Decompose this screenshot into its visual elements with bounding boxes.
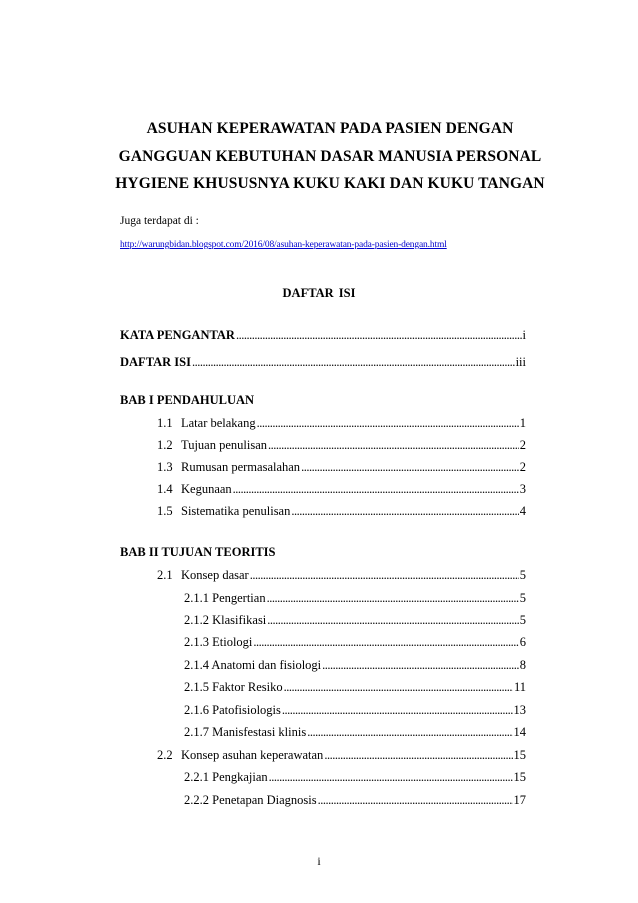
toc-entry-label [157, 746, 323, 764]
toc-entry-page: 14 [513, 725, 526, 739]
page-number: i [317, 854, 321, 868]
toc-leader-dots [233, 480, 519, 498]
toc-entry-page: 11 [513, 680, 526, 694]
document-title-line-3: HYGIENE KHUSUSNYA KUKU KAKI DAN KUKU TANGAN [115, 175, 545, 192]
toc-entry-number: 2.2 [157, 748, 173, 762]
toc-entry-page: 2 [519, 438, 526, 452]
toc-entry-label [157, 480, 232, 498]
toc-entry-page: 15 [513, 770, 526, 784]
toc-entry-label: KATA PENGANTAR [120, 328, 235, 342]
toc-entry-label: 2.2.2 Penetapan Diagnosis [184, 793, 317, 807]
source-link[interactable]: http://warungbidan.blogspot.com/2016/08/asuhan-keperawatan-pada-pasien-dengan.html [120, 240, 447, 250]
toc-leader-dots [257, 414, 519, 432]
toc-entry-2-2-1[interactable] [184, 768, 526, 786]
toc-entry-number: 1.1 [157, 416, 173, 430]
toc-entry-page: 2 [519, 460, 526, 474]
toc-entry-page: 1 [519, 416, 526, 430]
toc-leader-dots [324, 746, 512, 764]
toc-leader-dots [268, 436, 519, 454]
chapter-heading-bab-2: BAB II TUJUAN TEORITIS [120, 545, 276, 559]
toc-leader-dots [282, 701, 513, 719]
toc-entry-label: 2.1.1 Pengertian [184, 591, 266, 605]
toc-entry-page: 5 [519, 568, 526, 582]
toc-leader-dots [307, 723, 512, 741]
toc-entry-1-5[interactable] [157, 502, 526, 520]
toc-entry-text: Sistematika penulisan [181, 504, 291, 518]
toc-leader-dots [267, 589, 519, 607]
toc-entry-number: 1.3 [157, 460, 173, 474]
toc-leader-dots [250, 566, 519, 584]
toc-entry-page: iii [515, 355, 526, 369]
toc-leader-dots [318, 791, 513, 809]
document-title-line-2: GANGGUAN KEBUTUHAN DASAR MANUSIA PERSONAL [118, 148, 542, 165]
toc-entry-text: Konsep dasar [181, 568, 249, 582]
toc-entry-label: DAFTAR ISI [120, 355, 191, 369]
toc-entry-text: Konsep asuhan keperawatan [181, 748, 324, 762]
toc-leader-dots [284, 678, 513, 696]
toc-entry-label: 2.1.6 Patofisiologis [184, 703, 281, 717]
toc-leader-dots [267, 611, 518, 629]
toc-leader-dots [322, 656, 519, 674]
toc-entry-page: i [522, 328, 526, 342]
toc-entry-number: 1.5 [157, 504, 173, 518]
toc-entry-2-1-7[interactable] [184, 723, 526, 741]
toc-entry-1-1[interactable] [157, 414, 526, 432]
toc-entry-2-1[interactable] [157, 566, 526, 584]
toc-heading: DAFTAR ISI [282, 286, 356, 300]
toc-entry-page: 8 [519, 658, 526, 672]
toc-entry-page: 6 [519, 635, 526, 649]
toc-entry-page: 13 [513, 703, 526, 717]
toc-entry-label: 2.2.1 Pengkajian [184, 770, 268, 784]
toc-entry-label [157, 502, 290, 520]
toc-entry-label [157, 458, 300, 476]
toc-entry-2-1-5[interactable] [184, 678, 526, 696]
toc-leader-dots [301, 458, 519, 476]
toc-entry-page: 5 [519, 613, 526, 627]
chapter-heading-bab-1: BAB I PENDAHULUAN [120, 393, 255, 407]
toc-leader-dots [192, 353, 515, 371]
toc-entry-number: 2.1 [157, 568, 173, 582]
toc-entry-number: 1.2 [157, 438, 173, 452]
toc-leader-dots [236, 326, 522, 344]
toc-entry-2-2[interactable] [157, 746, 526, 764]
toc-entry-label: 2.1.4 Anatomi dan fisiologi [184, 658, 322, 672]
toc-entry-label [157, 414, 256, 432]
toc-entry-text: Tujuan penulisan [181, 438, 267, 452]
toc-entry-label: 2.1.3 Etiologi [184, 635, 253, 649]
toc-entry-text: Latar belakang [181, 416, 256, 430]
toc-entry-page: 5 [519, 591, 526, 605]
toc-entry-1-4[interactable] [157, 480, 526, 498]
toc-entry-2-1-6[interactable] [184, 701, 526, 719]
toc-entry-label [157, 436, 267, 454]
toc-entry-page: 17 [513, 793, 526, 807]
toc-leader-dots [253, 633, 518, 651]
toc-entry-2-2-2[interactable] [184, 791, 526, 809]
source-label: Juga terdapat di : [120, 215, 199, 227]
toc-leader-dots [291, 502, 518, 520]
toc-entry-2-1-2[interactable] [184, 611, 526, 629]
toc-entry-page: 3 [519, 482, 526, 496]
toc-entry-text: Rumusan permasalahan [181, 460, 301, 474]
toc-entry-label: 2.1.2 Klasifikasi [184, 613, 267, 627]
toc-leader-dots [269, 768, 513, 786]
toc-entry-kata-pengantar[interactable] [120, 326, 526, 344]
toc-entry-2-1-1[interactable] [184, 589, 526, 607]
toc-entry-1-3[interactable] [157, 458, 526, 476]
toc-entry-label [157, 566, 249, 584]
toc-entry-page: 4 [519, 504, 526, 518]
toc-entry-page: 15 [513, 748, 526, 762]
toc-entry-2-1-4[interactable] [184, 656, 526, 674]
toc-entry-label: 2.1.5 Faktor Resiko [184, 680, 283, 694]
toc-entry-daftar-isi[interactable] [120, 353, 526, 371]
toc-entry-text: Kegunaan [181, 482, 232, 496]
toc-entry-number: 1.4 [157, 482, 173, 496]
toc-entry-1-2[interactable] [157, 436, 526, 454]
toc-entry-2-1-3[interactable] [184, 633, 526, 651]
document-title-line-1: ASUHAN KEPERAWATAN PADA PASIEN DENGAN [146, 120, 514, 137]
toc-entry-label: 2.1.7 Manisfestasi klinis [184, 725, 307, 739]
